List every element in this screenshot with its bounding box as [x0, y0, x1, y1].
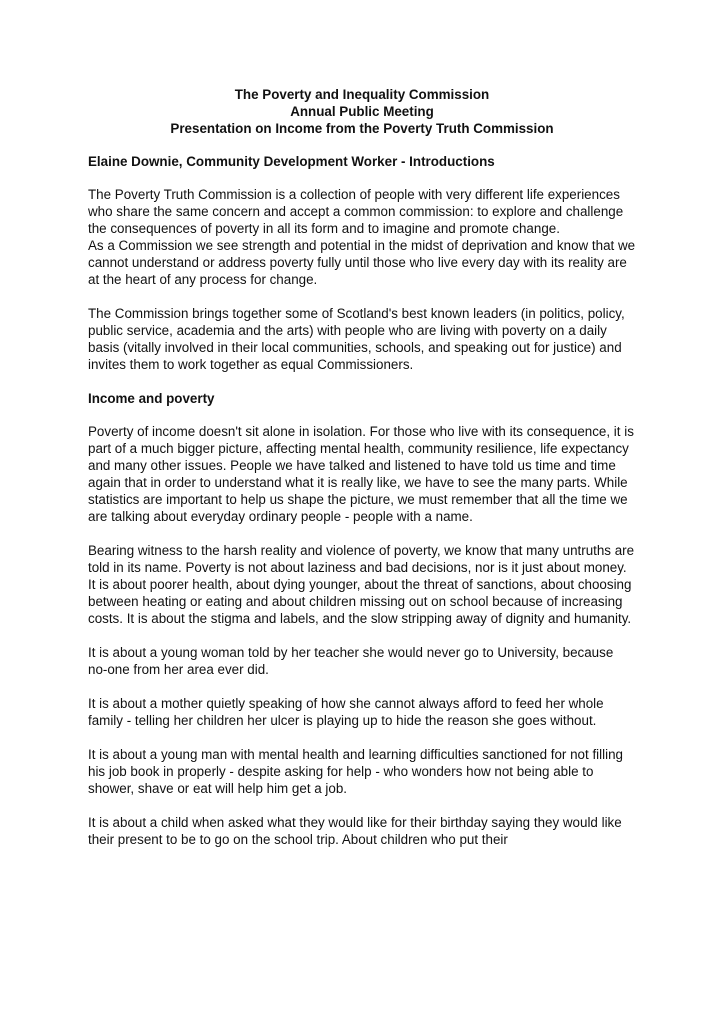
- title-line-presentation: Presentation on Income from the Poverty Truth Commission: [170, 121, 554, 136]
- title-line-event: Annual Public Meeting: [290, 104, 434, 119]
- paragraph: The Commission brings together some of Scotland's best known leaders (in politics, policy, public service, academia and the arts) with people who are living with poverty on a daily basis (vitally involved in their local communities, schools, and speaking out for justice) and invites them to work together as equal Commissioners.: [88, 306, 625, 372]
- paragraph: Bearing witness to the harsh reality and violence of poverty, we know that many untruths are told in its name. Poverty is not about laziness and bad decisions, nor is it just about money. It is about poorer health, about dying younger, about the threat of sanctions, about choosing between heating or eating and about children missing out on school because of increasing costs. It is about the stigma and labels, and the slow stripping away of dignity and humanity.: [88, 543, 635, 626]
- title-line-organisation: The Poverty and Inequality Commission: [234, 87, 490, 102]
- paragraph: It is about a young woman told by her teacher she would never go to University, because no-one from her area ever did.: [88, 645, 614, 677]
- paragraph: It is about a child when asked what they would like for their birthday saying they would like their present to be to go on the school trip. About children who put their: [88, 815, 622, 847]
- paragraph: As a Commission we see strength and potential in the midst of deprivation and know that we cannot understand or address poverty fully until those who live every day with its reality are at the heart of any process for change.: [88, 238, 636, 287]
- paragraph: It is about a young man with mental health and learning difficulties sanctioned for not filling his job book in properly - despite asking for help - who wonders how not being able to shower, shave or eat will help him get a job.: [88, 747, 623, 796]
- section-heading-income-and-poverty: Income and poverty: [88, 391, 215, 406]
- section-heading-introductions: Elaine Downie, Community Development Worker - Introductions: [88, 154, 495, 169]
- paragraph: Poverty of income doesn't sit alone in isolation. For those who live with its consequence, it is part of a much bigger picture, affecting mental health, community resilience, life expectancy and many other issues. People we have talked and listened to have told us time and time again that in order to understand what it is really like, we have to see the many parts. While statistics are important to help us shape the picture, we must remember that all the time we are talking about everyday ordinary people - people with a name.: [88, 424, 634, 524]
- paragraph: The Poverty Truth Commission is a collection of people with very different life experiences who share the same concern and accept a common commission: to explore and challenge the consequences of poverty in all its form and to imagine and promote change.: [88, 187, 624, 236]
- paragraph: It is about a mother quietly speaking of how she cannot always afford to feed her whole family - telling her children her ulcer is playing up to hide the reason she goes without.: [88, 696, 604, 728]
- document-title: [88, 86, 636, 137]
